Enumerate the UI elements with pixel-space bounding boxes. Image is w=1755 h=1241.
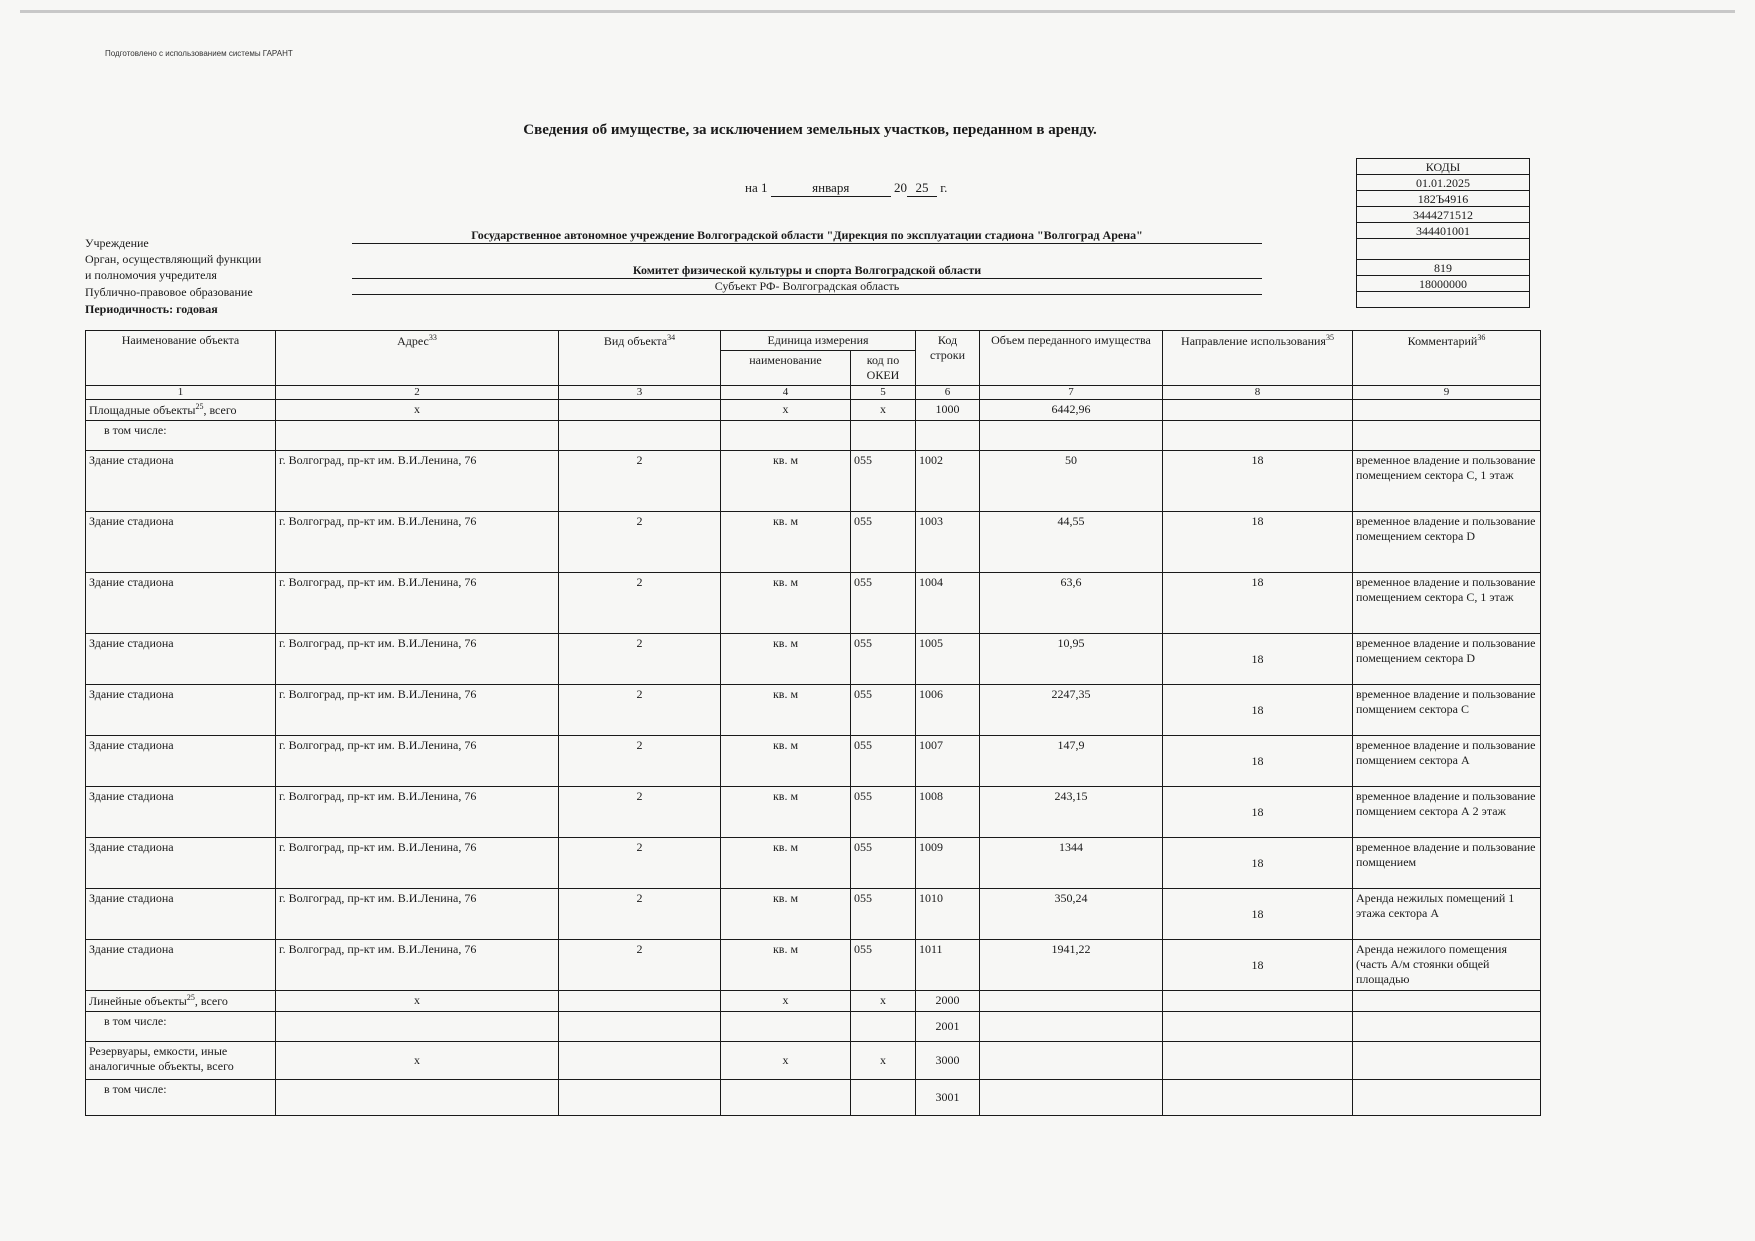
area-total-unit: х [721, 400, 851, 421]
row-object-name: Здание стадиона [86, 838, 276, 889]
col-number: 1 [86, 386, 276, 400]
table-row [86, 573, 1541, 634]
col-number: 4 [721, 386, 851, 400]
header-row-code: Код строки [916, 331, 980, 386]
row-okei: 055 [851, 736, 916, 787]
row-volume: 350,24 [980, 889, 1163, 940]
row-code: 1005 [916, 634, 980, 685]
linear-including-row [86, 1012, 1541, 1042]
row-unit: кв. м [721, 838, 851, 889]
codes-table [1356, 158, 1530, 308]
row-object-name: Здание стадиона [86, 736, 276, 787]
row-object-name: Здание стадиона [86, 451, 276, 512]
reservoir-total-unit: х [721, 1042, 851, 1080]
row-object-name: Здание стадиона [86, 787, 276, 838]
linear-total-address: х [276, 991, 559, 1012]
row-comment: временное владение и пользование помещением сектора D [1353, 512, 1541, 573]
property-table [85, 330, 1541, 1116]
row-volume: 1344 [980, 838, 1163, 889]
row-kind: 2 [559, 889, 721, 940]
row-okei: 055 [851, 940, 916, 991]
row-direction: 18 [1163, 736, 1353, 787]
reservoir-total-row [86, 1042, 1541, 1080]
row-address: г. Волгоград, пр-кт им. В.И.Ленина, 76 [276, 889, 559, 940]
header-unit: Единица измерения [721, 331, 916, 351]
col-number: 8 [1163, 386, 1353, 400]
date-prefix: на 1 [745, 180, 768, 195]
area-including-row [86, 421, 1541, 451]
row-address: г. Волгоград, пр-кт им. В.И.Ленина, 76 [276, 736, 559, 787]
table-row [86, 940, 1541, 991]
founder-label-2: и полномочия учредителя [85, 268, 217, 282]
row-okei: 055 [851, 451, 916, 512]
code-founder: 819 [1357, 260, 1530, 276]
row-kind: 2 [559, 787, 721, 838]
row-address: г. Волгоград, пр-кт им. В.И.Ленина, 76 [276, 787, 559, 838]
column-numbers-row [86, 386, 1541, 400]
linear-including-label: в том числе: [86, 1012, 276, 1042]
row-code: 1003 [916, 512, 980, 573]
row-unit: кв. м [721, 451, 851, 512]
institution-label: Учреждение [85, 236, 149, 250]
row-comment: временное владение и пользование помещением сектора С, 1 этаж [1353, 573, 1541, 634]
row-unit: кв. м [721, 787, 851, 838]
public-entity-value: Субъект РФ- Волгоградская область [352, 279, 1262, 295]
row-comment: временное владение и пользование помщением сектора А 2 этаж [1353, 787, 1541, 838]
row-comment: временное владение и пользование помещением сектора D [1353, 634, 1541, 685]
document-title: Сведения об имуществе, за исключением земельных участков, переданном в аренду. [523, 122, 1097, 138]
header-unit-code: код по ОКЕИ [851, 351, 916, 386]
code-kpp: 344401001 [1357, 223, 1530, 239]
row-volume: 10,95 [980, 634, 1163, 685]
date-month: января [771, 180, 891, 197]
row-unit: кв. м [721, 685, 851, 736]
periodicity-label: Периодичность: годовая [85, 302, 218, 316]
row-kind: 2 [559, 451, 721, 512]
row-code: 1002 [916, 451, 980, 512]
row-direction: 18 [1163, 685, 1353, 736]
code-empty [1357, 239, 1530, 260]
row-volume: 243,15 [980, 787, 1163, 838]
public-entity-label: Публично-правовое образование [85, 285, 253, 299]
row-direction: 18 [1163, 787, 1353, 838]
linear-total-code: 2000 [916, 991, 980, 1012]
row-code: 1007 [916, 736, 980, 787]
date-year-prefix: 20 [893, 180, 907, 195]
col-number: 9 [1353, 386, 1541, 400]
founder-label-1: Орган, осуществляющий функции [85, 252, 262, 266]
row-unit: кв. м [721, 634, 851, 685]
row-code: 1004 [916, 573, 980, 634]
row-comment: временное владение и пользование помещением сектора С, 1 этаж [1353, 451, 1541, 512]
area-total-comment [1353, 400, 1541, 421]
report-date [745, 180, 947, 197]
row-address: г. Волгоград, пр-кт им. В.И.Ленина, 76 [276, 573, 559, 634]
col-number: 7 [980, 386, 1163, 400]
reservoir-including-row [86, 1080, 1541, 1116]
row-direction: 18 [1163, 940, 1353, 991]
row-object-name: Здание стадиона [86, 889, 276, 940]
founder-value: Комитет физической культуры и спорта Волгоградской области [352, 263, 1262, 279]
table-row [86, 736, 1541, 787]
row-direction: 18 [1163, 573, 1353, 634]
area-including-label: в том числе: [86, 421, 276, 451]
reservoir-total-okei: х [851, 1042, 916, 1080]
row-unit: кв. м [721, 736, 851, 787]
code-okpo: 182Ъ4916 [1357, 191, 1530, 207]
row-volume: 1941,22 [980, 940, 1163, 991]
header-address: Адрес$^{33}$ [276, 331, 559, 386]
row-unit: кв. м [721, 940, 851, 991]
area-total-volume: 6442,96 [980, 400, 1163, 421]
area-total-address: х [276, 400, 559, 421]
row-object-name: Здание стадиона [86, 940, 276, 991]
garant-note: Подготовлено с использованием системы ГАРАНТ [105, 49, 293, 58]
reservoir-sub-code: 3001 [916, 1080, 980, 1116]
row-code: 1006 [916, 685, 980, 736]
row-comment: временное владение и пользование помщением сектора А [1353, 736, 1541, 787]
table-row [86, 512, 1541, 573]
row-volume: 147,9 [980, 736, 1163, 787]
row-okei: 055 [851, 889, 916, 940]
row-unit: кв. м [721, 889, 851, 940]
row-okei: 055 [851, 634, 916, 685]
row-code: 1011 [916, 940, 980, 991]
row-kind: 2 [559, 940, 721, 991]
linear-total-okei: х [851, 991, 916, 1012]
row-unit: кв. м [721, 573, 851, 634]
linear-total-name: Линейные объекты$^{25}$, всего [86, 991, 276, 1012]
row-code: 1009 [916, 838, 980, 889]
table-row [86, 451, 1541, 512]
row-comment: Аренда нежилого помещения (часть А/м стоянки общей площадью [1353, 940, 1541, 991]
area-total-direction [1163, 400, 1353, 421]
col-number: 3 [559, 386, 721, 400]
row-volume: 2247,35 [980, 685, 1163, 736]
row-okei: 055 [851, 685, 916, 736]
row-comment: Аренда нежилых помещений 1 этажа сектора А [1353, 889, 1541, 940]
linear-sub-code: 2001 [916, 1012, 980, 1042]
linear-total-row [86, 991, 1541, 1012]
row-comment: временное владение и пользование помщением сектора С [1353, 685, 1541, 736]
codes-title: КОДЫ [1357, 159, 1530, 175]
header-direction: Направление использования$^{35}$ [1163, 331, 1353, 386]
date-suffix: г. [940, 180, 948, 195]
col-number: 5 [851, 386, 916, 400]
row-address: г. Волгоград, пр-кт им. В.И.Ленина, 76 [276, 512, 559, 573]
area-total-name: Площадные объекты$^{25}$, всего [86, 400, 276, 421]
area-total-kind [559, 400, 721, 421]
row-kind: 2 [559, 736, 721, 787]
row-direction: 18 [1163, 838, 1353, 889]
row-code: 1010 [916, 889, 980, 940]
row-volume: 63,6 [980, 573, 1163, 634]
row-kind: 2 [559, 838, 721, 889]
row-object-name: Здание стадиона [86, 512, 276, 573]
row-address: г. Волгоград, пр-кт им. В.И.Ленина, 76 [276, 451, 559, 512]
code-period [1357, 292, 1530, 308]
scan-top-edge [20, 10, 1735, 13]
col-number: 2 [276, 386, 559, 400]
row-direction: 18 [1163, 889, 1353, 940]
area-total-code: 1000 [916, 400, 980, 421]
row-okei: 055 [851, 512, 916, 573]
row-direction: 18 [1163, 634, 1353, 685]
table-row [86, 685, 1541, 736]
header-volume: Объем переданного имущества [980, 331, 1163, 386]
reservoir-total-code: 3000 [916, 1042, 980, 1080]
row-comment: временное владение и пользование помщением [1353, 838, 1541, 889]
area-total-row [86, 400, 1541, 421]
row-kind: 2 [559, 512, 721, 573]
row-address: г. Волгоград, пр-кт им. В.И.Ленина, 76 [276, 838, 559, 889]
row-volume: 44,55 [980, 512, 1163, 573]
row-direction: 18 [1163, 451, 1353, 512]
row-okei: 055 [851, 787, 916, 838]
code-oktmo: 18000000 [1357, 276, 1530, 292]
row-object-name: Здание стадиона [86, 685, 276, 736]
table-row [86, 889, 1541, 940]
row-address: г. Волгоград, пр-кт им. В.И.Ленина, 76 [276, 634, 559, 685]
row-direction: 18 [1163, 512, 1353, 573]
row-address: г. Волгоград, пр-кт им. В.И.Ленина, 76 [276, 940, 559, 991]
header-unit-name: наименование [721, 351, 851, 386]
header-kind: Вид объекта$^{34}$ [559, 331, 721, 386]
row-object-name: Здание стадиона [86, 634, 276, 685]
code-date: 01.01.2025 [1357, 175, 1530, 191]
table-row [86, 634, 1541, 685]
area-total-okei: х [851, 400, 916, 421]
reservoir-total-address: х [276, 1042, 559, 1080]
date-year: 25 [907, 180, 937, 197]
col-number: 6 [916, 386, 980, 400]
row-kind: 2 [559, 573, 721, 634]
table-row [86, 838, 1541, 889]
row-object-name: Здание стадиона [86, 573, 276, 634]
row-kind: 2 [559, 634, 721, 685]
row-kind: 2 [559, 685, 721, 736]
header-comment: Комментарий$^{36}$ [1353, 331, 1541, 386]
row-address: г. Волгоград, пр-кт им. В.И.Ленина, 76 [276, 685, 559, 736]
reservoir-including-label: в том числе: [86, 1080, 276, 1116]
table-row [86, 787, 1541, 838]
data-rows [86, 451, 1541, 991]
code-inn: 3444271512 [1357, 207, 1530, 223]
row-code: 1008 [916, 787, 980, 838]
row-okei: 055 [851, 573, 916, 634]
row-unit: кв. м [721, 512, 851, 573]
row-okei: 055 [851, 838, 916, 889]
linear-total-unit: х [721, 991, 851, 1012]
reservoir-total-name: Резервуары, емкости, иные аналогичные объекты, всего [86, 1042, 276, 1080]
institution-value: Государственное автономное учреждение Волгоградской области "Дирекция по эксплуатации стадиона "Волгоград Арена" [352, 228, 1262, 244]
row-volume: 50 [980, 451, 1163, 512]
header-name: Наименование объекта [86, 331, 276, 386]
